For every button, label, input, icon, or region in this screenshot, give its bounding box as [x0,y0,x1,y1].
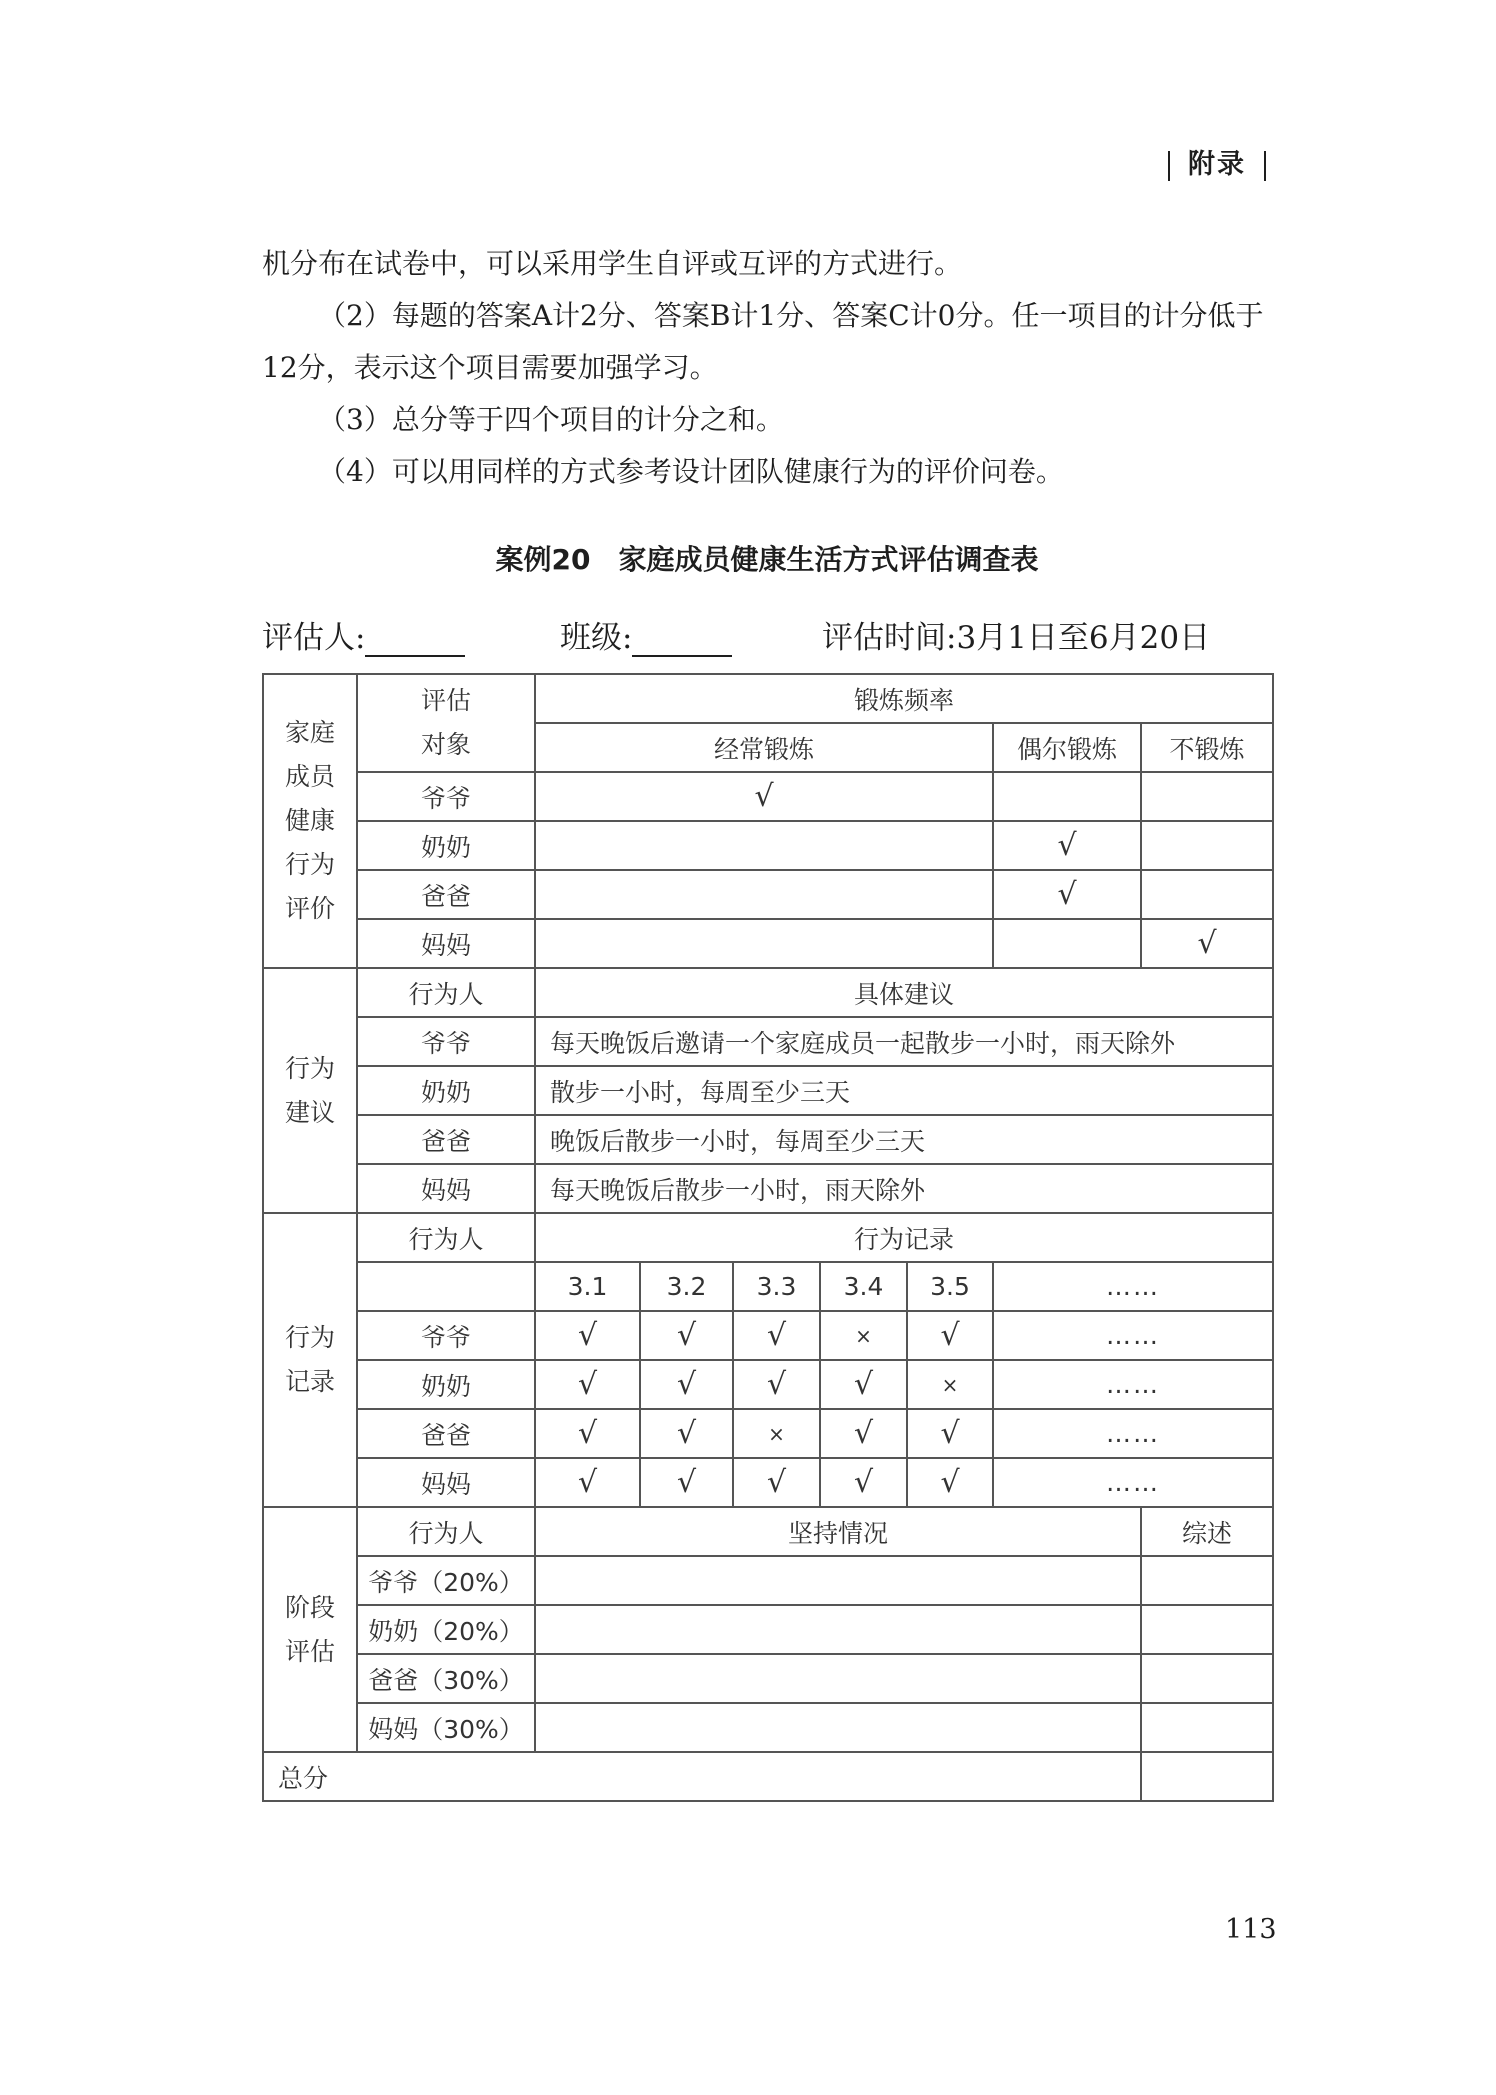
record-mark: √ [640,1458,733,1507]
time-field [822,612,1210,657]
person-name: 爸爸 [357,1115,535,1164]
record-mark: …… [993,1311,1273,1360]
person-header: 行为人 [357,1507,535,1556]
advice-header: 具体建议 [535,968,1273,1017]
person-header: 行为人 [357,1213,535,1262]
record-mark: × [907,1360,993,1409]
freq-mark [1141,772,1273,821]
header-section-title: 附录 [1188,149,1246,180]
header-bar-left [1168,151,1170,181]
table-row [263,1556,1273,1605]
table-row [263,1507,1273,1556]
advice-text: 晚饭后散步一小时，每周至少三天 [535,1115,1273,1164]
freq-mark [993,919,1141,968]
group-label: 阶段评估 [284,1592,335,1666]
table-row [263,674,1273,723]
record-mark: × [820,1311,907,1360]
person-name: 爸爸 [357,870,535,919]
persist-cell [535,1556,1141,1605]
col-header: 不锻炼 [1141,723,1273,772]
record-mark: √ [535,1458,640,1507]
record-mark: √ [907,1458,993,1507]
summary-cell [1141,1556,1273,1605]
total-value-cell [1141,1752,1273,1801]
person-name: 奶奶 [357,1360,535,1409]
empty-cell [357,1262,535,1311]
table-row [263,919,1273,968]
table-row [263,1017,1273,1066]
table-row [263,1262,1273,1311]
record-mark: √ [733,1311,820,1360]
table-caption: 案例20 家庭成员健康生活方式评估调查表 [495,543,1039,576]
table-row [263,1605,1273,1654]
assessment-table [262,673,1274,1802]
table-row [263,968,1273,1017]
freq-mark [1141,870,1273,919]
header-bar-right [1264,151,1266,181]
freq-mark: √ [993,821,1141,870]
person-name: 奶奶 [357,1066,535,1115]
table-row [263,1066,1273,1115]
record-mark: √ [733,1458,820,1507]
intro-paragraph: 机分布在试卷中，可以采用学生自评或互评的方式进行。 [262,247,963,280]
time-label: 评估时间: [822,620,957,656]
person-weight: 爸爸（30%） [357,1654,535,1703]
intro-paragraph: （4）可以用同样的方式参考设计团队健康行为的评价问卷。 [318,455,1064,488]
summary-cell [1141,1605,1273,1654]
advice-text: 每天晚饭后散步一小时，雨天除外 [535,1164,1273,1213]
assessor-blank [365,627,465,657]
group-label: 行为建议 [284,1053,335,1127]
table-row [263,1458,1273,1507]
freq-header: 锻炼频率 [535,674,1273,723]
record-mark: √ [535,1311,640,1360]
person-weight: 奶奶（20%） [357,1605,535,1654]
freq-mark [993,772,1141,821]
record-mark: × [733,1409,820,1458]
running-header [1150,142,1284,181]
persist-cell [535,1605,1141,1654]
table-row [263,1164,1273,1213]
intro-text [262,238,1272,498]
group-label: 行为记录 [284,1323,335,1396]
class-field [560,612,732,657]
table-row [263,821,1273,870]
freq-mark [535,919,993,968]
record-mark: √ [640,1311,733,1360]
table-row [263,1409,1273,1458]
record-mark: √ [820,1360,907,1409]
total-label: 总分 [263,1752,1141,1801]
advice-text: 每天晚饭后邀请一个家庭成员一起散步一小时，雨天除外 [535,1017,1273,1066]
freq-mark: √ [993,870,1141,919]
record-mark: √ [733,1360,820,1409]
table-row [263,1360,1273,1409]
person-weight: 妈妈（30%） [357,1703,535,1752]
record-mark: √ [535,1360,640,1409]
freq-mark: √ [1141,919,1273,968]
group-label: 家庭成员健康行为评价 [284,718,335,923]
col-header: 经常锻炼 [535,723,993,772]
subject-header [357,674,535,772]
section-stage-group [263,1507,357,1752]
page-number: 113 [1225,1914,1277,1945]
section-record-group [263,1213,357,1507]
table-row [263,1213,1273,1262]
advice-text: 散步一小时，每周至少三天 [535,1066,1273,1115]
person-name: 妈妈 [357,919,535,968]
table-row [263,1115,1273,1164]
section-advice-group [263,968,357,1213]
freq-mark: √ [535,772,993,821]
record-mark: …… [993,1409,1273,1458]
summary-cell [1141,1654,1273,1703]
class-label: 班级: [560,620,633,656]
assessor-field [262,612,465,657]
table-row [263,1311,1273,1360]
date-header: 3.4 [820,1262,907,1311]
person-weight: 爷爷（20%） [357,1556,535,1605]
intro-paragraph: （3）总分等于四个项目的计分之和。 [318,403,784,436]
persist-cell [535,1654,1141,1703]
person-name: 爷爷 [357,772,535,821]
summary-cell [1141,1703,1273,1752]
record-header: 行为记录 [535,1213,1273,1262]
col-header: 偶尔锻炼 [993,723,1141,772]
date-header: 3.3 [733,1262,820,1311]
record-mark: √ [640,1360,733,1409]
date-header: 3.1 [535,1262,640,1311]
date-header: …… [993,1262,1273,1311]
freq-mark [1141,821,1273,870]
date-header: 3.2 [640,1262,733,1311]
record-mark: √ [820,1458,907,1507]
person-name: 奶奶 [357,821,535,870]
record-mark: …… [993,1360,1273,1409]
person-header: 行为人 [357,968,535,1017]
summary-header: 综述 [1141,1507,1273,1556]
table-row [263,1654,1273,1703]
record-mark: …… [993,1458,1273,1507]
record-mark: √ [907,1311,993,1360]
date-header: 3.5 [907,1262,993,1311]
freq-mark [535,821,993,870]
record-mark: √ [535,1409,640,1458]
table-row [263,772,1273,821]
section-eval-group [263,674,357,968]
table-row [263,1703,1273,1752]
intro-paragraph: （2）每题的答案A计2分、答案B计1分、答案C计0分。任一项目的计分低于12分，表示这个项目需要加强学习。 [262,299,1264,384]
class-blank [632,627,732,657]
persist-cell [535,1703,1141,1752]
assessor-label: 评估人: [262,620,366,656]
table-row [263,1752,1273,1801]
freq-mark [535,870,993,919]
subject-label: 评估对象 [420,686,471,759]
table-row [263,870,1273,919]
time-value: 3月1日至6月20日 [956,620,1211,656]
person-name: 妈妈 [357,1458,535,1507]
person-name: 妈妈 [357,1164,535,1213]
person-name: 爸爸 [357,1409,535,1458]
persist-header: 坚持情况 [535,1507,1141,1556]
record-mark: √ [640,1409,733,1458]
person-name: 爷爷 [357,1017,535,1066]
record-mark: √ [820,1409,907,1458]
person-name: 爷爷 [357,1311,535,1360]
record-mark: √ [907,1409,993,1458]
